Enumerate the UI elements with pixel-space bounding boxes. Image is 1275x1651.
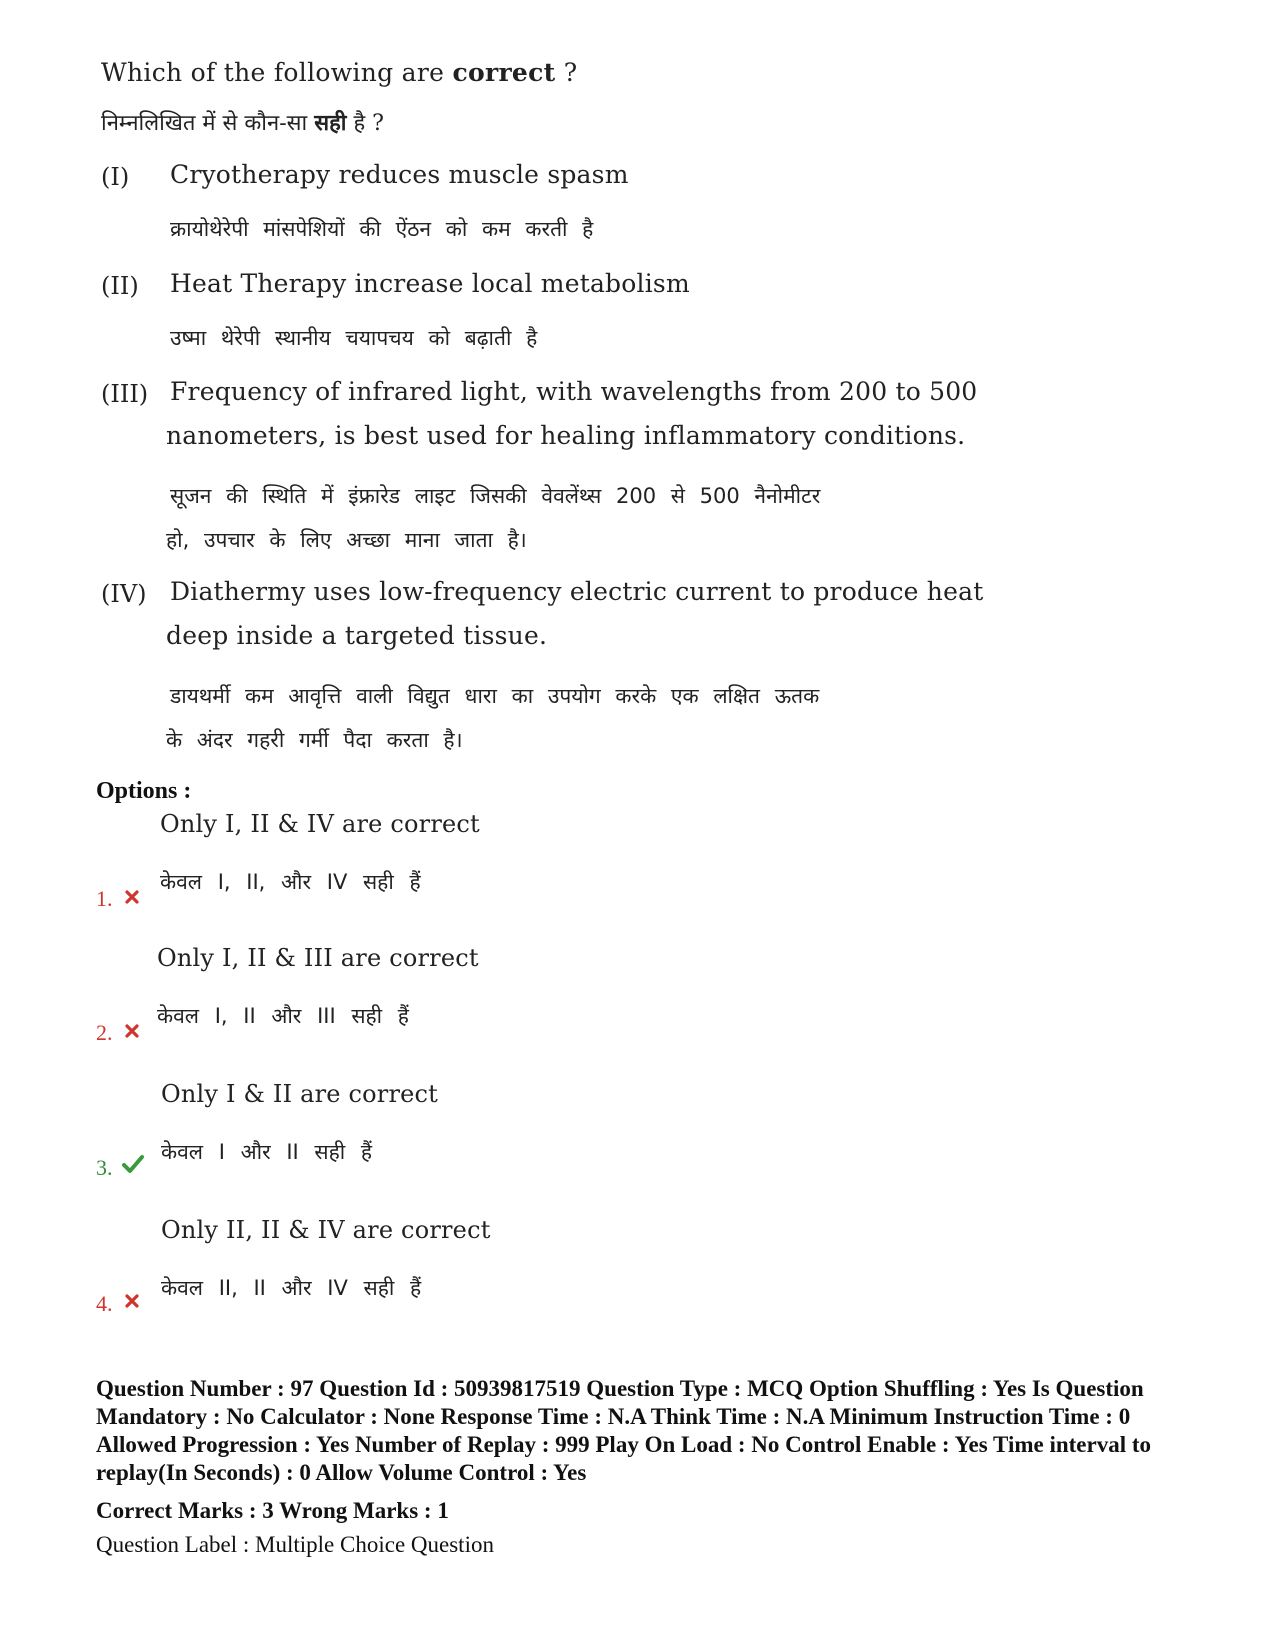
cross-icon	[123, 1292, 141, 1310]
statement-text-en: Heat Therapy increase local metabolism	[170, 269, 690, 298]
option-text-en: Only I, II & III are correct	[157, 944, 479, 972]
option-number: 1.	[96, 886, 113, 911]
statement-text-hi: क्रायोथेरेपी मांसपेशियों की ऐंठन को कम करती है	[170, 217, 594, 241]
question-metadata: Question Number : 97 Question Id : 50939817519 Question Type : MCQ Option Shuffling : Yes Is Question Mandatory : No Calculator : None Response Time : N.A Think Time : N.A Minimum Instruction Time : 0 Allowed Progression : Yes Number of Replay : 999 Play On Load : No Control Enable : Yes Time interval to replay(In Seconds) : 0 Allow Volume Control : Yes	[96, 1376, 1152, 1485]
statement-number: (II)	[101, 272, 139, 300]
cross-icon	[123, 888, 141, 906]
statement-text-en: Diathermy uses low-frequency electric current to produce heat	[170, 577, 984, 606]
option-text-en: Only I & II are correct	[161, 1080, 439, 1108]
question-title: Which of the following are correct ?	[101, 58, 578, 87]
option-text-hi: केवल I, II और III सही हैं	[157, 1004, 409, 1028]
statement-text-en: Cryotherapy reduces muscle spasm	[170, 160, 629, 189]
statement-text-hi: के अंदर गहरी गर्मी पैदा करता है।	[166, 728, 463, 752]
option-number: 2.	[96, 1020, 113, 1045]
statement-text-hi: हो, उपचार के लिए अच्छा माना जाता है।	[166, 528, 527, 552]
statement-text-en: deep inside a targeted tissue.	[166, 621, 548, 650]
option-number: 3.	[96, 1155, 113, 1180]
statement-text-hi: उष्मा थेरेपी स्थानीय चयापचय को बढ़ाती है	[170, 326, 538, 350]
marks-info: Correct Marks : 3 Wrong Marks : 1	[96, 1498, 449, 1523]
statement-text-en: nanometers, is best used for healing inflammatory conditions.	[166, 421, 966, 450]
statement-number: (I)	[101, 163, 130, 191]
statement-text-hi: सूजन की स्थिति में इंफ्रारेड लाइट जिसकी वेवलेंथ्स 200 से 500 नैनोमीटर	[170, 484, 821, 508]
option-text-en: Only I, II & IV are correct	[160, 810, 480, 838]
options-label: Options :	[96, 778, 192, 804]
question-title-hindi: निम्नलिखित में से कौन-सा सही है ?	[101, 110, 384, 136]
option-text-hi: केवल I और II सही हैं	[161, 1140, 373, 1164]
statement-number: (IV)	[101, 580, 147, 608]
statement-number: (III)	[101, 380, 149, 408]
option-number: 4.	[96, 1291, 113, 1316]
statement-text-hi: डायथर्मी कम आवृत्ति वाली विद्युत धारा का उपयोग करके एक लक्षित ऊतक	[170, 684, 820, 708]
option-text-hi: केवल I, II, और IV सही हैं	[160, 870, 421, 894]
question-label: Question Label : Multiple Choice Question	[96, 1532, 494, 1557]
statement-text-en: Frequency of infrared light, with wavelengths from 200 to 500	[170, 377, 978, 406]
option-text-hi: केवल II, II और IV सही हैं	[161, 1276, 422, 1300]
option-text-en: Only II, II & IV are correct	[161, 1216, 491, 1244]
cross-icon	[123, 1022, 141, 1040]
check-icon	[121, 1154, 145, 1174]
